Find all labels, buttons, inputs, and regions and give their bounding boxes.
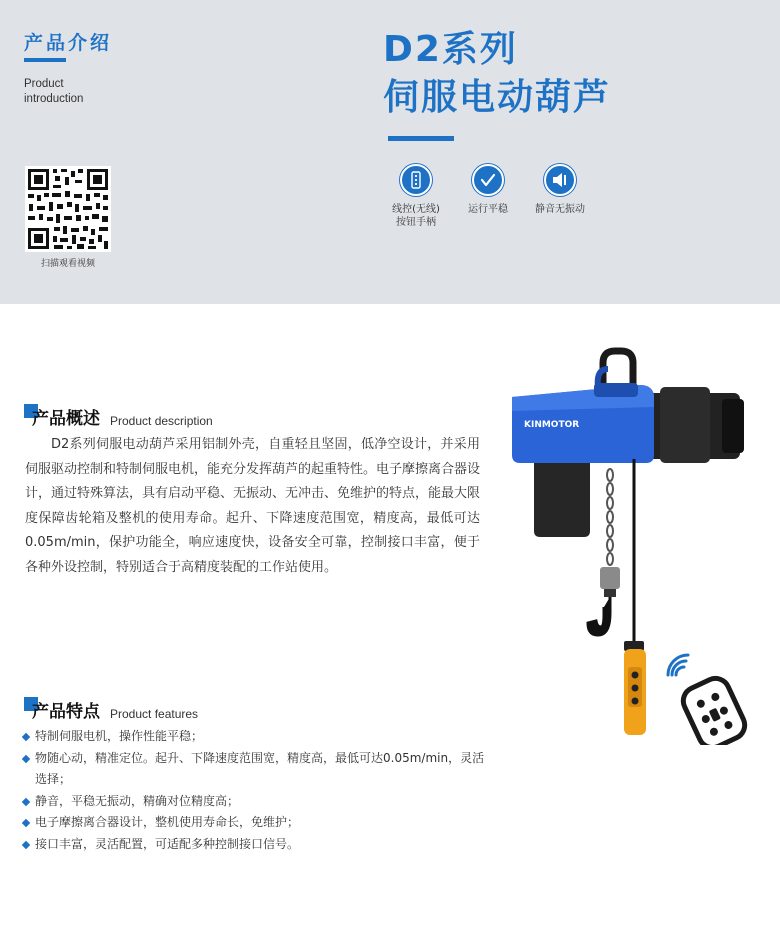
page-title-line1: D2系列 xyxy=(383,29,518,70)
hoist-product-image xyxy=(500,345,760,745)
list-item-text: 特制伺服电机，操作性能平稳； xyxy=(35,729,204,743)
feature-label-line1: 静音无振动 xyxy=(535,204,585,215)
feature-label-line1: 运行平稳 xyxy=(468,204,508,215)
list-item xyxy=(22,726,492,748)
features-title-en: Product features xyxy=(110,707,199,721)
list-item-text: 物随心动，精准定位。起升、下降速度范围宽，精度高，最低可达0.05m/min，灵活选择； xyxy=(35,750,485,786)
list-item-text: 电子摩擦离合器设计，整机使用寿命长，免维护； xyxy=(35,815,300,829)
overview-title-en: Product description xyxy=(110,414,213,428)
page-title-line2: 伺服电动葫芦 xyxy=(383,77,612,118)
overview-title: 产品概述 xyxy=(32,409,100,429)
features-heading xyxy=(24,697,198,722)
page-title xyxy=(383,26,763,122)
qr-caption: 扫描观看视频 xyxy=(40,259,95,269)
features-list xyxy=(22,726,492,855)
intro-subtitle-line2: introduction xyxy=(24,93,84,105)
intro-underline xyxy=(24,58,66,62)
remote-control-icon xyxy=(400,164,432,196)
diamond-bullet-icon xyxy=(22,733,30,741)
qr-code-icon[interactable] xyxy=(25,166,111,252)
intro-title: 产品介绍 xyxy=(24,32,113,54)
diamond-bullet-icon xyxy=(22,819,30,827)
list-item xyxy=(22,748,492,791)
list-item-text: 静音，平稳无振动，精确对位精度高； xyxy=(35,793,240,808)
intro-subtitle xyxy=(24,77,144,107)
diamond-bullet-icon xyxy=(22,840,30,848)
overview-heading xyxy=(24,404,213,429)
feature-label-line1: 线控(无线) xyxy=(392,204,440,215)
features-title: 产品特点 xyxy=(32,702,100,722)
brand-label: KINMOTOR xyxy=(524,420,580,430)
list-item xyxy=(22,812,492,834)
list-item xyxy=(22,834,492,856)
feature-label xyxy=(515,203,605,216)
diamond-bullet-icon xyxy=(22,797,30,805)
feature-silent xyxy=(515,164,605,216)
diamond-bullet-icon xyxy=(22,754,30,762)
speaker-mute-icon xyxy=(544,164,576,196)
list-item-text: 接口丰富，灵活配置，可适配多种控制接口信号。 xyxy=(35,836,300,851)
overview-text: D2系列伺服电动葫芦采用铝制外壳，自重轻且坚固，低净空设计，并采用伺服驱动控制和特制伺服电机，能充分发挥葫芦的起重特性。电子摩擦离合器设计，通过特殊算法，具有启动平稳、无振动、无冲击、免维护的特点，能最大限度保障齿轮箱及整机的使用寿命。起升、下降速度范围宽，精度高，最低可达0.05m/min，保护功能全，响应速度快，设备安全可靠，控制接口丰富，便于各种外设控制，特别适合于高精度装配的工作站使用。 xyxy=(25,437,481,575)
list-item xyxy=(22,791,492,813)
feature-label-line2: 按钮手柄 xyxy=(396,217,436,228)
check-icon xyxy=(472,164,504,196)
intro-subtitle-line1: Product xyxy=(24,78,64,90)
title-underline xyxy=(388,136,454,141)
